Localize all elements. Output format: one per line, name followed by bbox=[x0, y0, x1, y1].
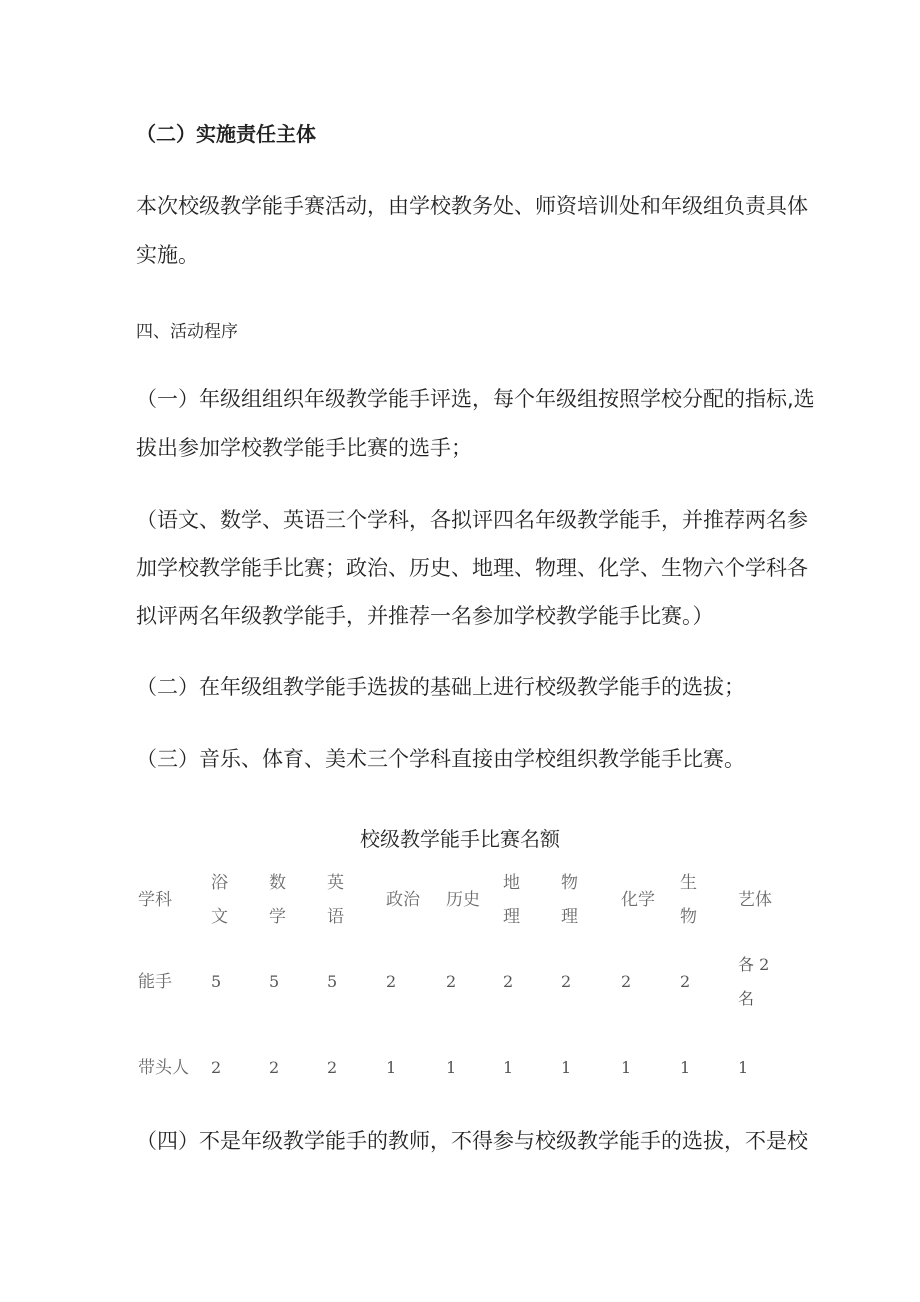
paragraph-line: （语文、数学、英语三个学科，各拟评四名年级教学能手，并推荐两名参 bbox=[136, 508, 808, 532]
paragraph-line: 实施。 bbox=[136, 243, 199, 267]
table-column-header-part: 物 bbox=[680, 907, 697, 927]
table-column-header bbox=[561, 866, 578, 934]
table-column-header: 政治 bbox=[386, 890, 420, 910]
table-column-header-part: 生 bbox=[680, 873, 697, 893]
table-column-header bbox=[211, 866, 228, 934]
table-cell: 1 bbox=[738, 1058, 749, 1077]
table-cell: 2 bbox=[269, 1058, 280, 1077]
table-column-header-part: 理 bbox=[561, 907, 578, 927]
table-column-header: 历史 bbox=[446, 890, 480, 910]
table-column-header bbox=[269, 866, 286, 934]
table-cell: 2 bbox=[327, 1058, 338, 1077]
table-cell: 2 bbox=[386, 972, 397, 991]
table-cell-part: 名 bbox=[738, 989, 755, 1008]
table-row-label: 带头人 bbox=[138, 1058, 189, 1078]
paragraph-line: （三）音乐、体育、美术三个学科直接由学校组织教学能手比赛。 bbox=[136, 747, 745, 771]
table-column-header-part: 英 bbox=[327, 873, 344, 893]
table-column-header: 化学 bbox=[621, 890, 655, 910]
paragraph-line: （四）不是年级教学能手的教师，不得参与校级教学能手的选拔，不是校 bbox=[136, 1129, 808, 1153]
table-column-header-part: 文 bbox=[211, 907, 228, 927]
table-column-header-part: 学 bbox=[269, 907, 286, 927]
paragraph-line: 拟评两名年级教学能手，并推荐一名参加学校教学能手比赛。） bbox=[136, 604, 714, 628]
section-heading-procedure: 四、活动程序 bbox=[136, 322, 238, 342]
table-cell: 2 bbox=[621, 972, 632, 991]
table-column-header bbox=[327, 866, 344, 934]
section-heading-responsibility: （二）实施责任主体 bbox=[136, 122, 316, 146]
paragraph-line: 本次校级教学能手赛活动，由学校教务处、师资培训处和年级组负责具体 bbox=[136, 194, 808, 218]
table-column-header-part: 理 bbox=[503, 907, 520, 927]
table-column-header-part: 地 bbox=[503, 873, 520, 893]
table-cell: 2 bbox=[211, 1058, 222, 1077]
paragraph-line: （二）在年级组教学能手选拔的基础上进行校级教学能手的选拔； bbox=[136, 675, 745, 699]
paragraph-line: 加学校教学能手比赛；政治、历史、地理、物理、化学、生物六个学科各 bbox=[136, 556, 808, 580]
table-column-header-part: 浴 bbox=[211, 873, 228, 893]
table-row-label: 能手 bbox=[138, 972, 172, 992]
table-cell-part: 各 2 bbox=[738, 955, 770, 974]
table-cell: 5 bbox=[327, 972, 338, 991]
table-cell: 2 bbox=[561, 972, 572, 991]
paragraph-line: （一）年级组组织年级教学能手评选，每个年级组按照学校分配的指标,选 bbox=[136, 387, 815, 411]
table-cell: 1 bbox=[561, 1058, 572, 1077]
table-cell: 1 bbox=[621, 1058, 632, 1077]
table-cell: 1 bbox=[680, 1058, 691, 1077]
table-column-header-part: 语 bbox=[327, 907, 344, 927]
table-column-header bbox=[503, 866, 520, 934]
table-cell: 1 bbox=[503, 1058, 514, 1077]
table-cell bbox=[738, 948, 769, 1016]
table-cell: 2 bbox=[446, 972, 457, 991]
table-column-header-part: 数 bbox=[269, 873, 286, 893]
table-cell: 1 bbox=[446, 1058, 457, 1077]
table-cell: 1 bbox=[386, 1058, 397, 1077]
table-column-header bbox=[680, 866, 697, 934]
table-cell: 2 bbox=[680, 972, 691, 991]
table-cell: 5 bbox=[211, 972, 222, 991]
paragraph-line: 拔出参加学校教学能手比赛的选手； bbox=[136, 436, 472, 460]
table-title: 校级教学能手比赛名额 bbox=[360, 827, 560, 851]
table-cell: 2 bbox=[503, 972, 514, 991]
table-column-header-part: 物 bbox=[561, 873, 578, 893]
table-header-label: 学科 bbox=[138, 890, 172, 910]
table-cell: 5 bbox=[269, 972, 280, 991]
table-column-header: 艺体 bbox=[738, 890, 772, 910]
